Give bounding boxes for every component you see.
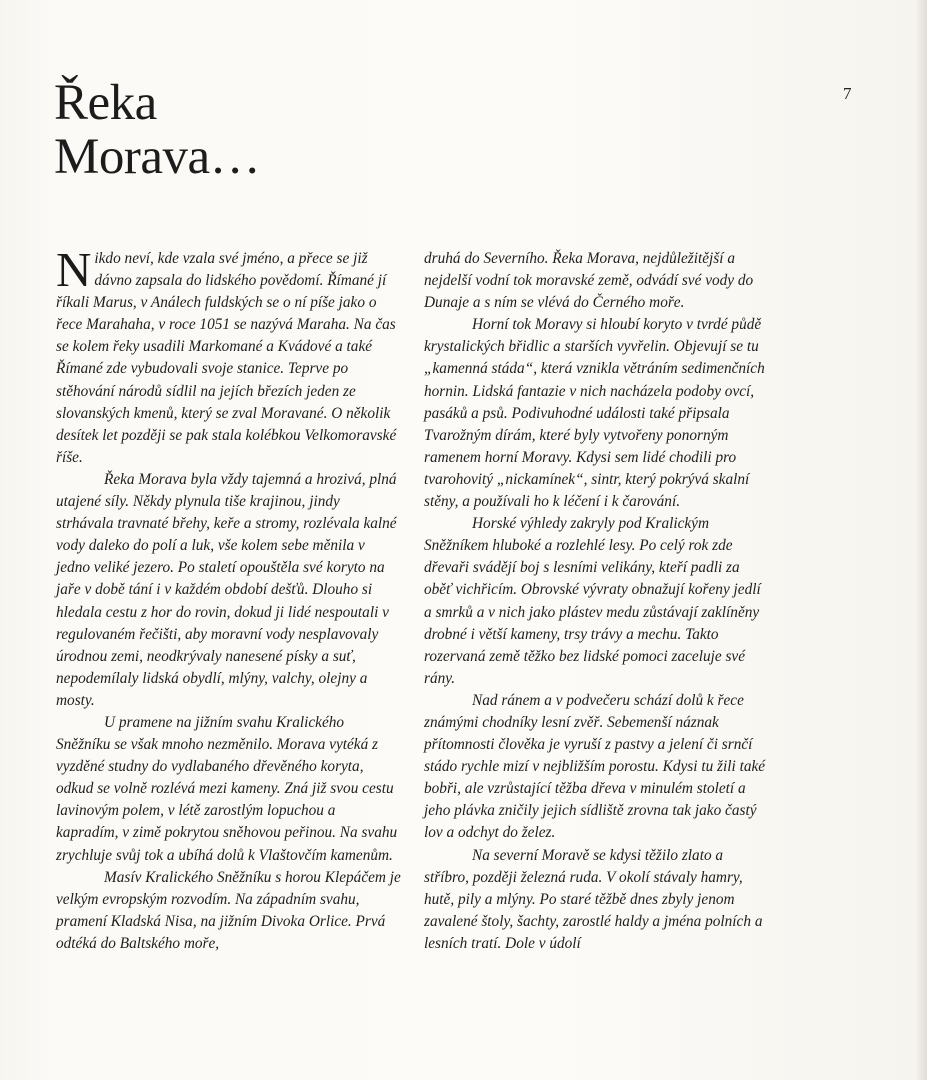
paragraph-text: ikdo neví, kde vzala své jméno, a přece se již dávno zapsala do lidského povědomí. Římané jí říkali Marus, v Análech fuldských se o ní píše jako o řece Marahaha, v roce 1051 se nazývá Maraha. Na čas se kolem řeky usadili Markomané a Kvádové a také Římané zde vybudovali svoje stanice. Teprve po stěhování národů sídlil na jejích březích jeden ze slovanských kmenů, který se zval Moravané. O několik desítek let později se pak stala kolébkou Velkomoravské říše.	[56, 250, 397, 466]
paragraph: Horské výhledy zakryly pod Kralickým Sněžníkem hluboké a rozlehlé lesy. Po celý rok zde dřevaři svádějí boj s lesními velikány, kteří padli za oběť vichřicím. Obrovské vývraty obnažují kořeny jedlí a smrků a v nich jako plástev medu zůstávají zaklíněny drobné i větší kameny, trsy trávy a mechu. Takto rozervaná země těžko bez lidské pomoci zaceluje své rány.	[424, 515, 761, 687]
paragraph: druhá do Severního. Řeka Morava, nejdůležitější a nejdelší vodní tok moravské země, odvádí své vody do Dunaje a s ním se vlévá do Černého moře.	[424, 250, 754, 312]
chapter-title	[54, 76, 260, 184]
chapter-title-line-2: Morava…	[54, 129, 261, 185]
right-text-column	[424, 248, 769, 955]
chapter-title-line-1: Řeka	[54, 75, 157, 131]
paragraph	[56, 242, 401, 469]
page-number: 7	[843, 84, 852, 103]
left-text-column	[56, 242, 401, 955]
paragraph: U pramene na jižním svahu Kralického Sněžníku se však mnoho nezměnilo. Morava vytéká z vyzděné studny do vydlabaného dřevěného koryta, odkud se volně rozlévá mezi kameny. Zná již svou cestu lavinovým polem, v létě zarostlým lopuchou a kapradím, v zimě pokrytou sněhovou peřinou. Na svahu zrychluje svůj tok a ubíhá dolů k Vlaštovčím kamenům.	[56, 713, 398, 864]
paragraph: Horní tok Moravy si hloubí koryto v tvrdé půdě krystalických břidlic a starších vyvřelin. Objevují se tu „kamenná stáda“, která vznikla větráním sedimenčních hornin. Lidská fantazie v nich nacházela podoby ovcí, pasáků a psů. Podivuhodné události také připsala Tvarožným dírám, které byly vytvořeny ponorným ramenem horní Moravy. Kdysi sem lidé chodili pro tvarohovitý „nickamínek“, sintr, který pokrývá skalní stěny, a používali ho k léčení i k čarování.	[424, 316, 765, 511]
paragraph: Na severní Moravě se kdysi těžilo zlato a stříbro, později železná ruda. V okolí stávaly hamry, hutě, pily a mlýny. Po staré těžbě dnes zbyly jenom zavalené štoly, šachty, zarostlé haldy a jména polních a lesních tratí. Dole v údolí	[424, 846, 763, 952]
paragraph: Nad ránem a v podvečeru schází dolů k řece známými chodníky lesní zvěř. Sebemenší náznak přítomnosti člověka je vyruší z pastvy a jelení či srnčí stádo rychle mizí v nejbližším porostu. Kdysi tu žili také bobři, ale vzrůstající těžba dřeva v minulém století a jeho plávka zničily jejich sídliště zrovna tak jako častý lov a odchyt do želez.	[424, 691, 766, 842]
paragraph: Masív Kralického Sněžníku s horou Klepáčem je velkým evropským rozvodím. Na západním svahu, pramení Kladská Nisa, na jižním Divoka Orlice. Prvá odtéká do Baltského moře,	[56, 868, 401, 952]
page-edge-shadow	[915, 0, 927, 1080]
drop-cap: N	[56, 242, 92, 297]
paragraph: Řeka Morava byla vždy tajemná a hrozivá, plná utajené síly. Někdy plynula tiše krajinou, jindy strhávala travnaté břehy, keře a stromy, rozlévala kalné vody daleko do polí a luk, vše kolem sebe měnila v jedno veliké jezero. Po staletí opouštěla své koryto na jaře v době tání i v každém období dešťů. Dlouho si hledala cestu z hor do rovin, dokud ji lidé nespoutali v regulovaném řečišti, aby moravní vody nesplavovaly úrodnou zemi, neodkrývaly nanesené písky a suť, nepodemílaly lidská obydlí, mlýny, valchy, olejny a mosty.	[56, 470, 397, 709]
